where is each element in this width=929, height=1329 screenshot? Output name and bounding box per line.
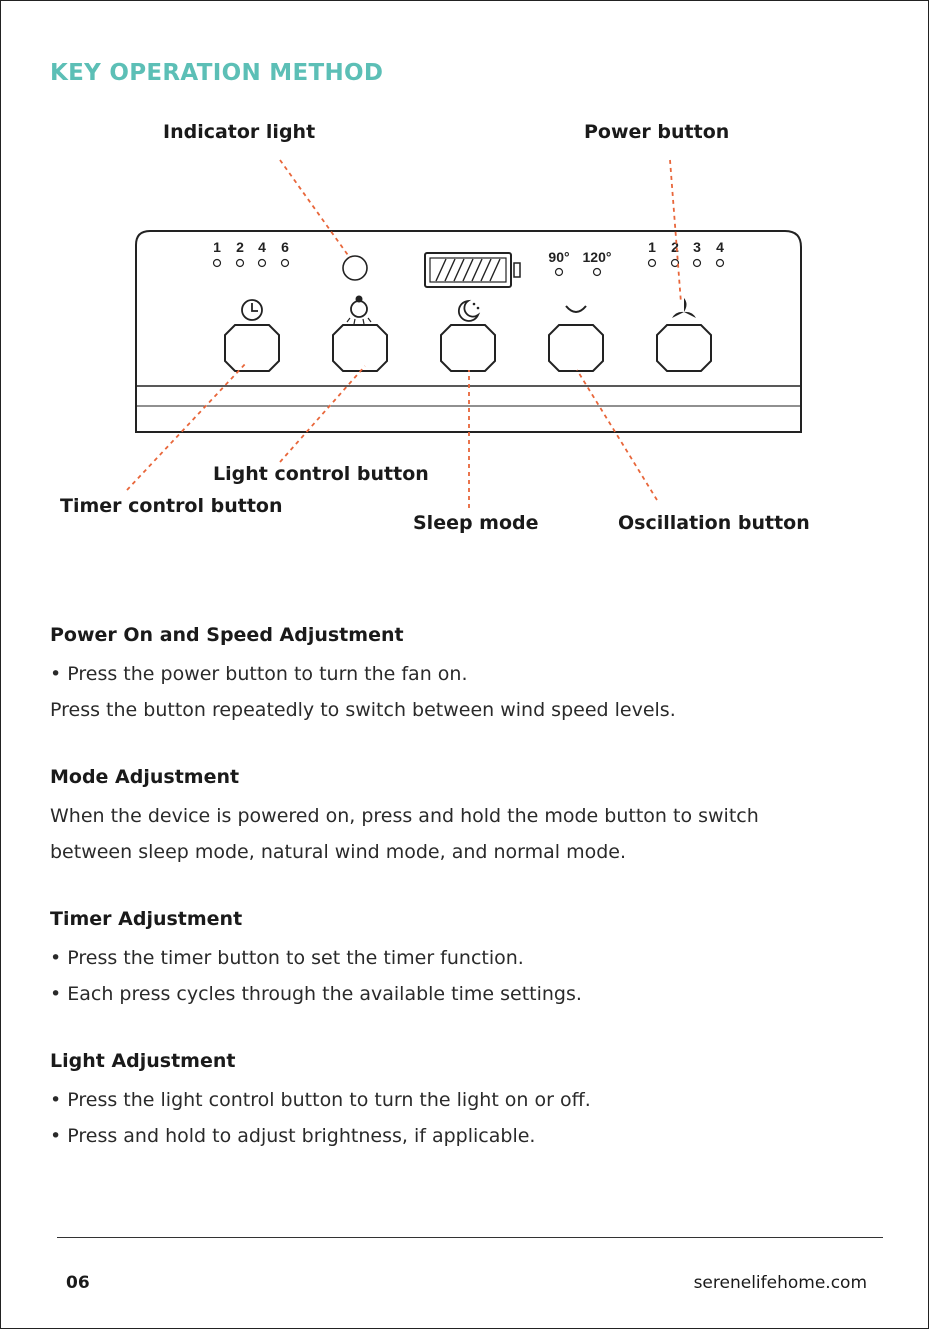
oscillation-button-callout: Oscillation button: [618, 512, 810, 534]
section-heading: Timer Adjustment: [50, 908, 243, 930]
timer-level-label: 6: [281, 239, 289, 255]
swing-icon: [566, 306, 586, 312]
speed-level-label: 2: [671, 239, 679, 255]
battery-icon: [425, 253, 520, 287]
timer-level-label: 2: [236, 239, 244, 255]
timer-level-label: 1: [213, 239, 221, 255]
sleep-mode-callout: Sleep mode: [413, 512, 539, 534]
speed-level-dot: [694, 260, 701, 267]
section-timer: [50, 908, 870, 1012]
clock-icon: [242, 300, 262, 320]
speed-level-label: 1: [648, 239, 656, 255]
timer-level-dot: [282, 260, 289, 267]
page-number: 06: [66, 1273, 90, 1293]
sleep-mode-button: [441, 325, 495, 371]
fan-icon: [672, 298, 696, 318]
section-line: • Press and hold to adjust brightness, if applicable.: [50, 1125, 536, 1147]
indicator-light-callout: Indicator light: [163, 121, 316, 143]
light-button-leader: [280, 366, 365, 462]
oscillation-angle-label: 90°: [548, 249, 570, 265]
section-line: Press the button repeatedly to switch between wind speed levels.: [50, 699, 676, 721]
indicator-light-leader: [280, 160, 350, 258]
section-light: [50, 1050, 870, 1154]
oscillation-angle-indicators: [548, 249, 611, 276]
oscillation-button: [549, 325, 603, 371]
speed-level-dot: [649, 260, 656, 267]
section-heading: Light Adjustment: [50, 1050, 236, 1072]
speed-level-label: 4: [716, 239, 724, 255]
light-button: [333, 325, 387, 371]
footer-divider: [57, 1237, 883, 1238]
oscillation-angle-dot: [594, 269, 601, 276]
section-line: • Press the light control button to turn the light on or off.: [50, 1089, 591, 1111]
moon-icon: [459, 301, 479, 321]
page-title: KEY OPERATION METHOD: [50, 60, 384, 86]
section-line: • Press the power button to turn the fan on.: [50, 663, 468, 685]
indicator-light: [343, 256, 367, 280]
timer-level-label: 4: [258, 239, 266, 255]
section-power-speed: [50, 624, 870, 728]
timer-level-dot: [259, 260, 266, 267]
power-button-callout: Power button: [584, 121, 730, 143]
footer-website: serenelifehome.com: [693, 1273, 867, 1293]
oscillation-angle-label: 120°: [582, 249, 612, 265]
timer-level-dot: [214, 260, 221, 267]
oscillation-button-leader: [577, 370, 657, 500]
section-line: • Each press cycles through the available time settings.: [50, 983, 582, 1005]
speed-level-label: 3: [693, 239, 701, 255]
section-heading: Mode Adjustment: [50, 766, 240, 788]
timer-level-dot: [237, 260, 244, 267]
control-panel-diagram: [0, 0, 929, 560]
section-mode: [50, 766, 870, 870]
bulb-icon: [347, 296, 371, 325]
timer-level-indicators: [213, 239, 289, 267]
light-control-button-callout: Light control button: [213, 463, 429, 485]
section-line: When the device is powered on, press and hold the mode button to switch: [50, 805, 759, 827]
section-heading: Power On and Speed Adjustment: [50, 624, 404, 646]
speed-level-indicators: [648, 239, 724, 267]
speed-level-dot: [717, 260, 724, 267]
oscillation-angle-dot: [556, 269, 563, 276]
timer-button: [225, 325, 279, 371]
section-line: between sleep mode, natural wind mode, and normal mode.: [50, 841, 627, 863]
timer-control-button-callout: Timer control button: [60, 495, 283, 517]
power-button: [657, 325, 711, 371]
section-line: • Press the timer button to set the timer function.: [50, 947, 524, 969]
